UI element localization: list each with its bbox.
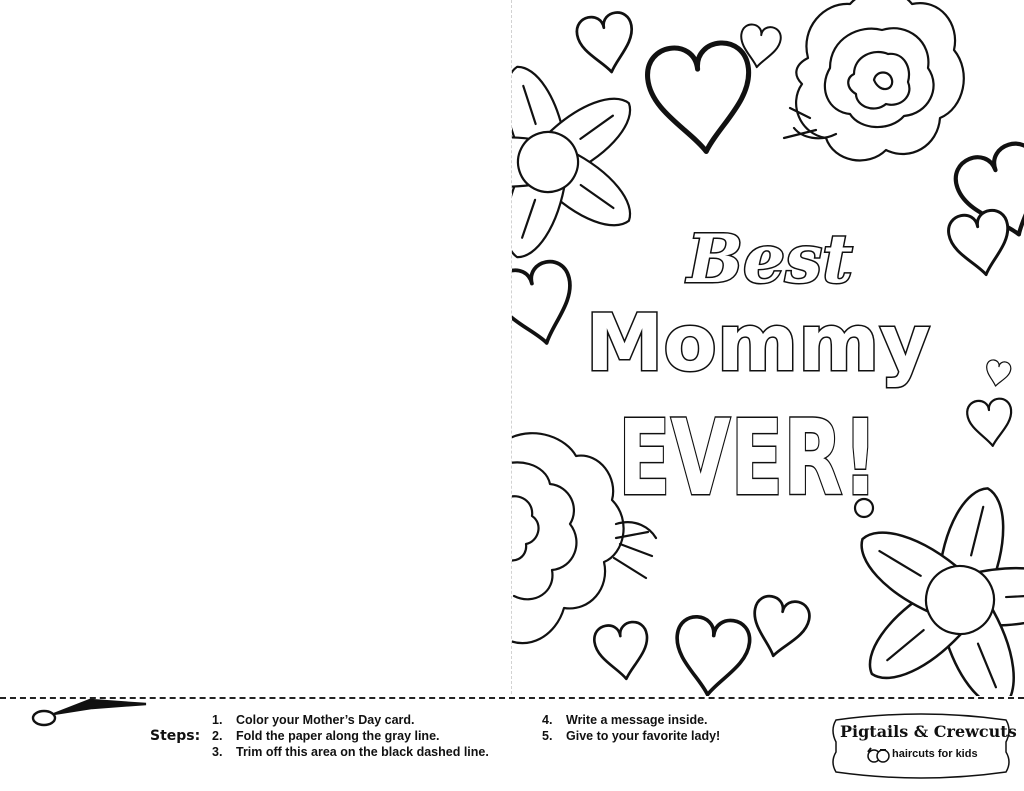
title-best: Best — [687, 220, 853, 298]
step-item — [212, 712, 489, 728]
cut-line — [0, 697, 1024, 699]
step-number: 1. — [212, 713, 223, 727]
steps-list-left — [212, 712, 489, 760]
step-item — [212, 728, 489, 744]
logo-name: Pigtails & Crewcuts — [840, 722, 1017, 741]
step-number: 3. — [212, 745, 223, 759]
carnation-top — [784, 0, 964, 160]
step-item — [542, 712, 720, 728]
step-number: 2. — [212, 729, 223, 743]
step-item — [542, 728, 720, 744]
step-number: 4. — [542, 713, 553, 727]
scissors-icon — [28, 690, 152, 730]
steps-list-right — [542, 712, 720, 744]
fold-line — [511, 0, 512, 694]
card-title — [586, 220, 931, 519]
title-ever: EVER! — [618, 397, 878, 519]
step-text: Color your Mother’s Day card. — [236, 713, 415, 727]
flower-top-left — [419, 35, 675, 284]
brand-logo — [826, 712, 1016, 780]
step-text: Fold the paper along the gray line. — [236, 729, 440, 743]
logo-tagline: haircuts for kids — [892, 748, 978, 760]
step-text: Write a message inside. — [566, 713, 708, 727]
title-mommy: Mommy — [585, 299, 931, 389]
steps-label: Steps: — [150, 728, 201, 744]
step-text: Trim off this area on the black dashed line. — [236, 745, 489, 759]
step-number: 5. — [542, 729, 553, 743]
step-item — [212, 744, 489, 760]
step-text: Give to your favorite lady! — [566, 729, 721, 743]
kids-faces-icon — [866, 746, 890, 766]
